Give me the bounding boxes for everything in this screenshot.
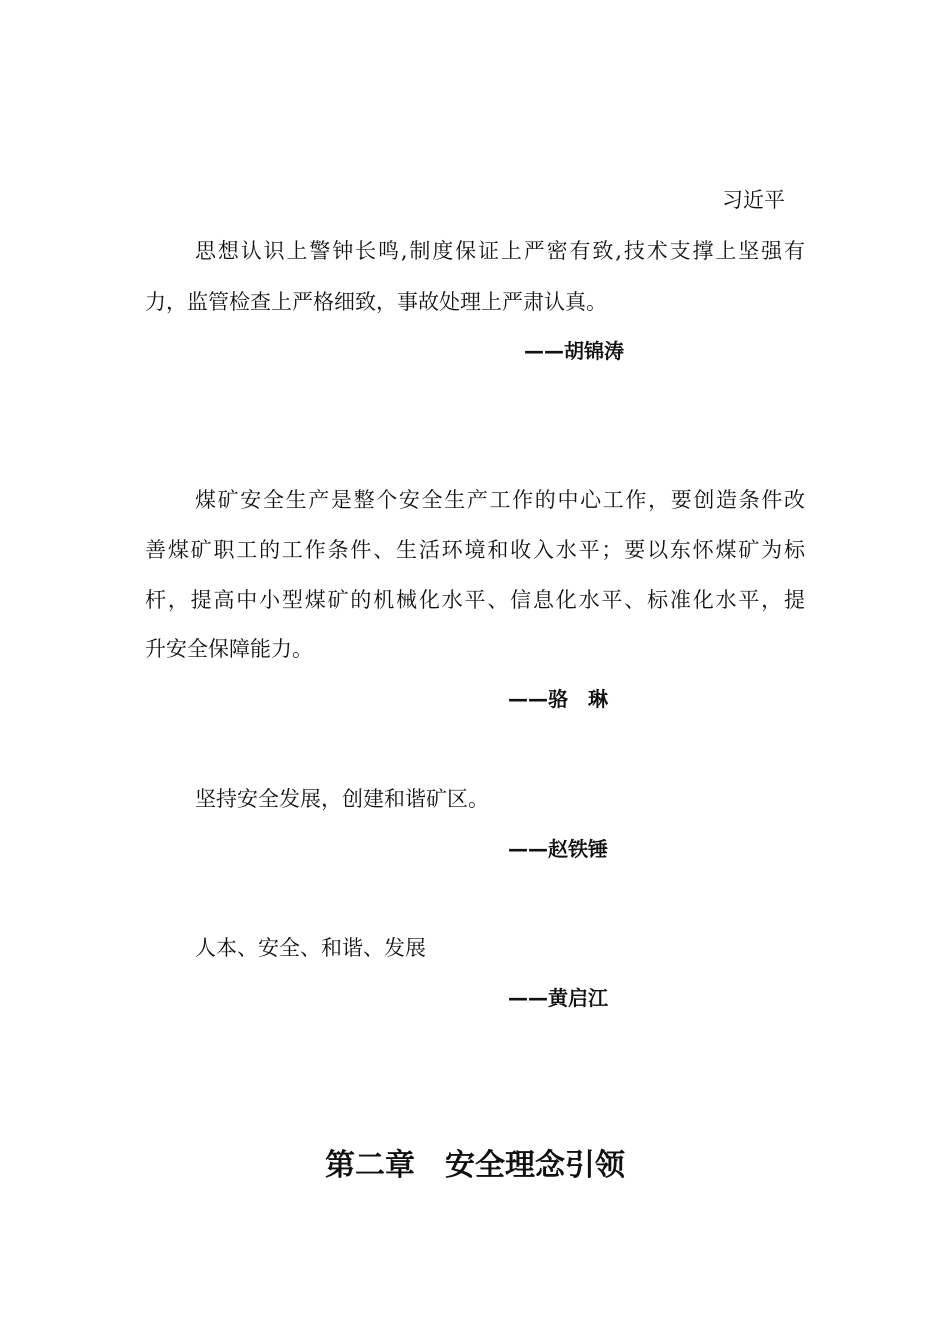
quote-2-line-3: 杆，提高中小型煤矿的机械化水平、信息化水平、标准化水平，提: [145, 588, 805, 612]
quote-4-line-1: 人本、安全、和谐、发展: [195, 936, 426, 960]
quote-2-line-1: 煤矿安全生产是整个安全生产工作的中心工作，要创造条件改: [195, 488, 805, 512]
quote-4-signature: ——黄启江: [508, 986, 608, 1010]
quote-3-signature: ——赵铁锤: [508, 837, 608, 861]
quote-2-line-4: 升安全保障能力。: [145, 637, 313, 661]
quote-author-xi: 习近平: [722, 188, 785, 212]
quote-3-line-1: 坚持安全发展，创建和谐矿区。: [195, 787, 489, 811]
quote-2-signature: ——骆 琳: [508, 687, 608, 711]
quote-1-line-2: 力，监管检查上严格细致，事故处理上严肃认真。: [145, 290, 607, 314]
quote-1-line-1: 思想认识上警钟长鸣,制度保证上严密有致,技术支撑上坚强有: [195, 239, 805, 263]
chapter-heading: 第二章 安全理念引领: [325, 1148, 625, 1184]
quote-1-signature: ——胡锦涛: [524, 339, 624, 363]
quote-2-line-2: 善煤矿职工的工作条件、生活环境和收入水平；要以东怀煤矿为标: [145, 538, 805, 562]
